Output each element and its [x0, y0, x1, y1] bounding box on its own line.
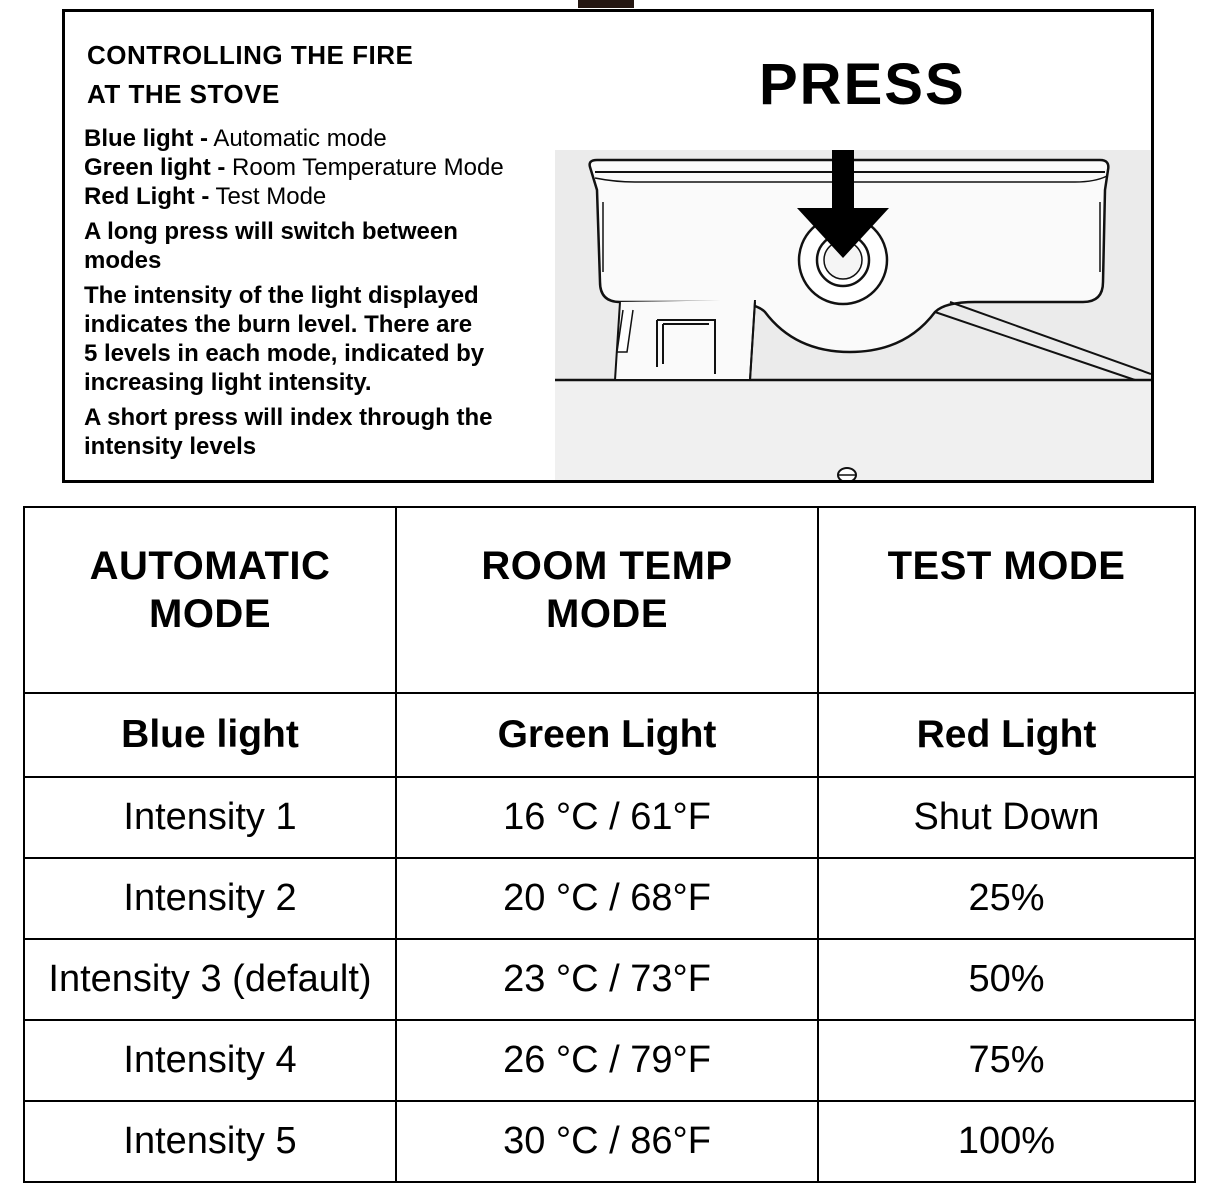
- stove-top-fragment: [578, 0, 634, 8]
- mode-name: Automatic mode: [213, 125, 387, 152]
- press-label: PRESS: [759, 52, 966, 117]
- header-line: TEST MODE: [887, 544, 1126, 588]
- header-room-temp-mode: [396, 507, 818, 693]
- mode-name: Test Mode: [215, 183, 327, 210]
- mode-line-blue: [84, 124, 554, 153]
- note-line: The intensity of the light displayed: [84, 282, 479, 309]
- table-cell: 26 °C / 79°F: [396, 1020, 818, 1101]
- note-line: A long press will switch between: [84, 218, 458, 245]
- note-line: A short press will index through the: [84, 404, 493, 431]
- panel-heading: [87, 36, 413, 114]
- table-cell: 100%: [818, 1101, 1195, 1182]
- table-cell: Shut Down: [818, 777, 1195, 858]
- header-automatic-mode: [24, 507, 396, 693]
- table-cell: Intensity 5: [24, 1101, 396, 1182]
- light-green: Green Light: [396, 693, 818, 777]
- instruction-panel: [62, 9, 1154, 483]
- note-line: increasing light intensity.: [84, 369, 372, 396]
- header-line: MODE: [546, 592, 668, 636]
- table-header-row: [24, 507, 1195, 693]
- mode-color-label: Red Light -: [84, 183, 210, 210]
- table-row: [24, 939, 1195, 1020]
- table-cell: Intensity 1: [24, 777, 396, 858]
- table-cell: 23 °C / 73°F: [396, 939, 818, 1020]
- table-row: [24, 777, 1195, 858]
- header-line: MODE: [149, 592, 271, 636]
- heading-line-1: CONTROLLING THE FIRE: [87, 40, 414, 70]
- short-press-note: [84, 403, 554, 461]
- table-cell: 20 °C / 68°F: [396, 858, 818, 939]
- heading-line-2: AT THE STOVE: [87, 79, 280, 109]
- header-line: AUTOMATIC: [89, 544, 331, 588]
- mode-line-red: [84, 182, 554, 211]
- mode-name: Room Temperature Mode: [232, 154, 504, 181]
- intensity-note: [84, 281, 554, 397]
- modes-table: [23, 506, 1196, 1183]
- table-row: [24, 1020, 1195, 1101]
- table-row: [24, 1101, 1195, 1182]
- note-line: intensity levels: [84, 433, 257, 460]
- stove-control-illustration: [555, 112, 1151, 480]
- header-line: ROOM TEMP: [481, 544, 733, 588]
- table-cell: 75%: [818, 1020, 1195, 1101]
- table-cell: 16 °C / 61°F: [396, 777, 818, 858]
- table-cell: 50%: [818, 939, 1195, 1020]
- light-blue: Blue light: [24, 693, 396, 777]
- instructions: [84, 124, 554, 461]
- table-cell: Intensity 2: [24, 858, 396, 939]
- table-cell: 30 °C / 86°F: [396, 1101, 818, 1182]
- mode-line-green: [84, 153, 554, 182]
- table-cell: Intensity 3 (default): [24, 939, 396, 1020]
- table-cell: Intensity 4: [24, 1020, 396, 1101]
- light-color-row: [24, 693, 1195, 777]
- table-row: [24, 858, 1195, 939]
- note-line: indicates the burn level. There are: [84, 311, 473, 338]
- note-line: modes: [84, 247, 162, 274]
- mode-color-label: Blue light -: [84, 125, 208, 152]
- note-line: 5 levels in each mode, indicated by: [84, 340, 485, 367]
- header-test-mode: [818, 507, 1195, 693]
- mode-color-label: Green light -: [84, 154, 226, 181]
- table-cell: 25%: [818, 858, 1195, 939]
- long-press-note: [84, 217, 554, 275]
- light-red: Red Light: [818, 693, 1195, 777]
